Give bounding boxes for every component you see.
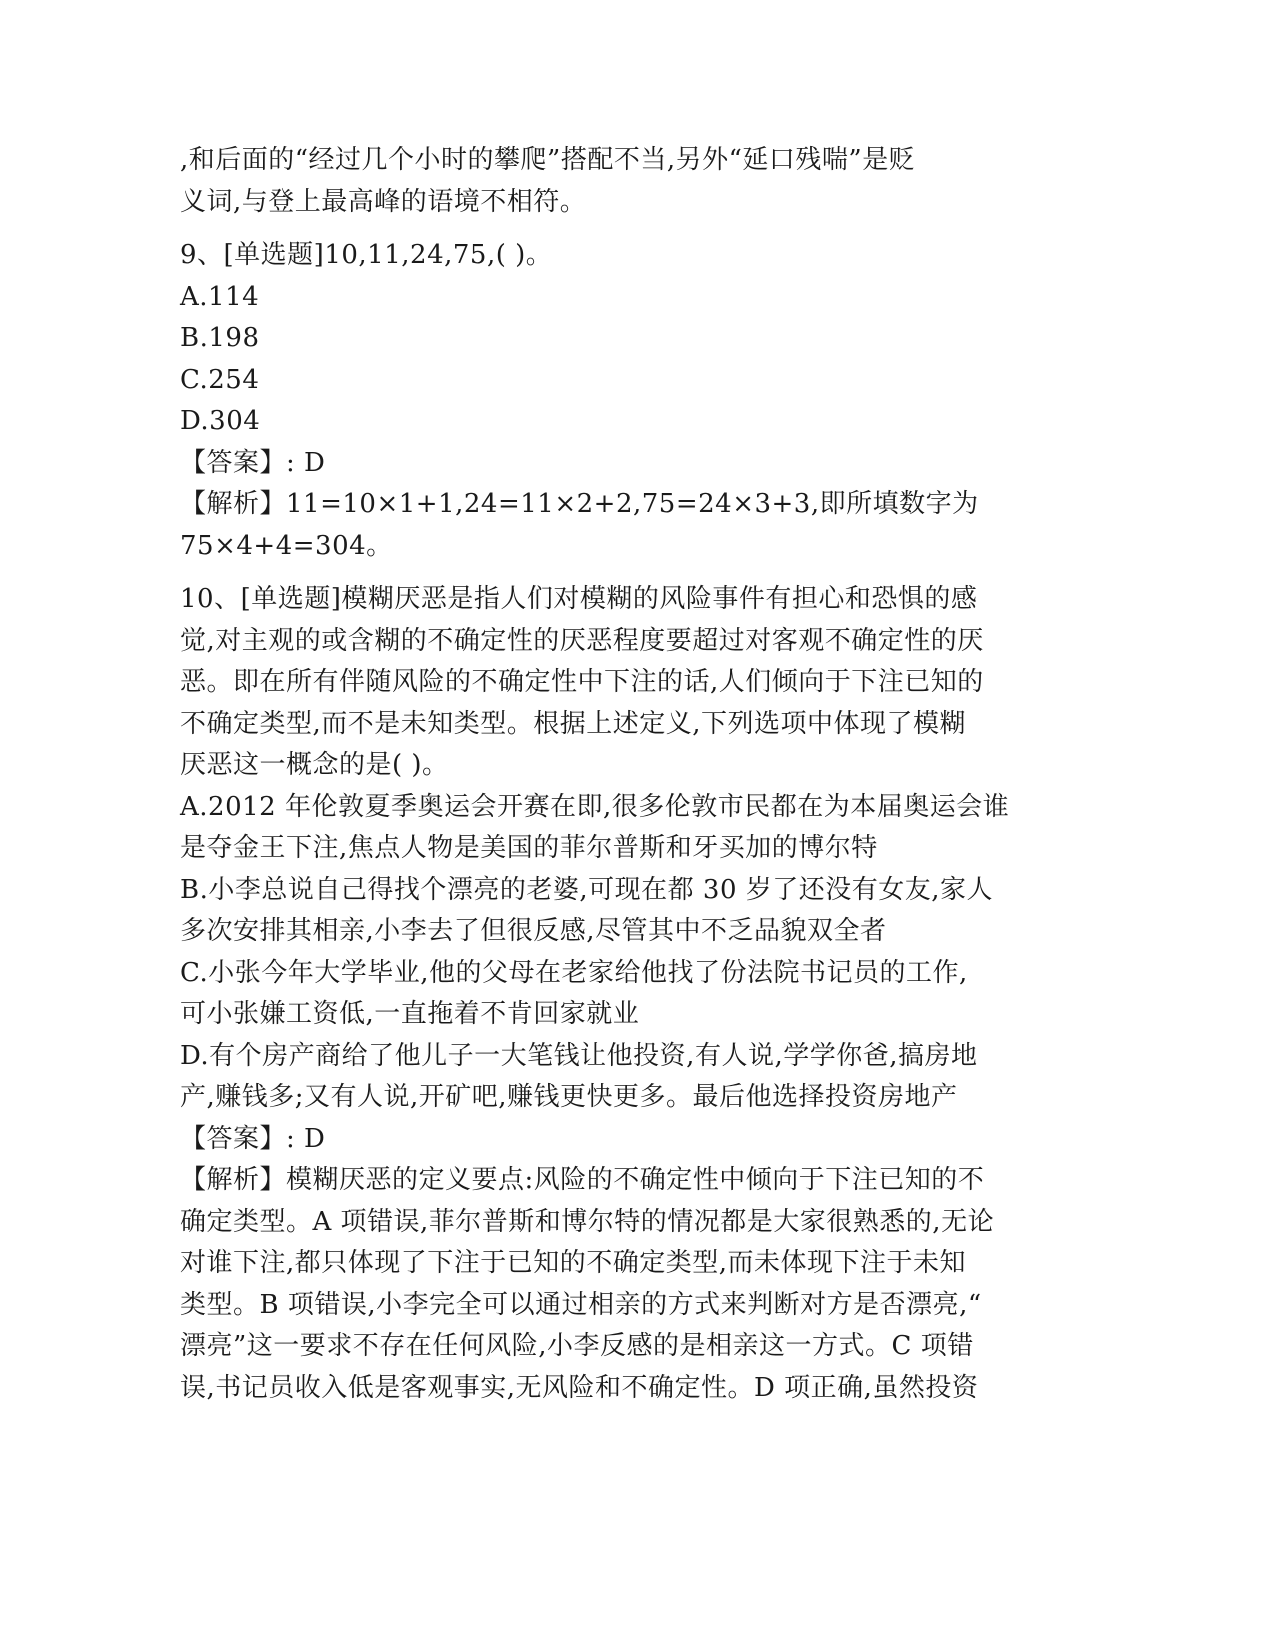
option-d: 产,赚钱多;又有人说,开矿吧,赚钱更快更多。最后他选择投资房地产 [180,1082,958,1112]
option-d: D.有个房产商给了他儿子一大笔钱让他投资,有人说,学学你爸,搞房地 [180,1040,978,1071]
option-a: A.2012 年伦敦夏季奥运会开赛在即,很多伦敦市民都在为本届奥运会谁 [180,791,1010,822]
answer: 【答案】: D [180,447,326,478]
question-10 [180,579,1040,1409]
analysis-line: 【解析】11=10×1+1,24=11×2+2,75=24×3+3,即所填数字为 [180,489,979,519]
question-9 [180,235,1040,567]
question-stem-line: 不确定类型,而不是未知类型。根据上述定义,下列选项中体现了模糊 [180,708,967,739]
option-d: D.304 [180,406,261,436]
option-b: B.小李总说自己得找个漂亮的老婆,可现在都 30 岁了还没有女友,家人 [180,874,994,905]
analysis-line: 确定类型。A 项错误,菲尔普斯和博尔特的情况都是大家很熟悉的,无论 [180,1206,995,1237]
text-line: ,和后面的“经过几个小时的攀爬”搭配不当,另外“延口残喘”是贬 [180,145,916,175]
question-stem-line: 10、[单选题]模糊厌恶是指人们对模糊的风险事件有担心和恐惧的感 [180,584,978,614]
question-stem-line: 厌恶这一概念的是( )。 [180,750,449,780]
option-b: 多次安排其相亲,小李去了但很反感,尽管其中不乏品貌双全者 [180,916,887,946]
analysis-line: 对谁下注,都只体现了下注于已知的不确定类型,而未体现下注于未知 [180,1248,967,1278]
analysis-line: 误,书记员收入低是客观事实,无风险和不确定性。D 项正确,虽然投资 [180,1372,979,1403]
question-stem-line: 觉,对主观的或含糊的不确定性的厌恶程度要超过对客观不确定性的厌 [180,625,984,656]
text-line: 义词,与登上最高峰的语境不相符。 [180,186,587,217]
answer: 【答案】: D [180,1123,326,1154]
option-c: C.254 [180,364,260,395]
option-a: 是夺金王下注,焦点人物是美国的菲尔普斯和牙买加的博尔特 [180,833,878,863]
analysis-line: 类型。B 项错误,小李完全可以通过相亲的方式来判断对方是否漂亮,“ [180,1289,982,1320]
option-a: A.114 [180,281,260,312]
analysis-line: 【解析】模糊厌恶的定义要点:风险的不确定性中倾向于下注已知的不 [180,1165,985,1195]
question-stem-line: 恶。即在所有伴随风险的不确定性中下注的话,人们倾向于下注已知的 [180,667,984,697]
document-page [180,140,1040,1409]
previous-analysis-continuation [180,140,1040,223]
analysis-line: 75×4+4=304。 [180,530,393,561]
option-b: B.198 [180,323,260,353]
option-c: 可小张嫌工资低,一直拖着不肯回家就业 [180,999,640,1029]
analysis-line: 漂亮”这一要求不存在任何风险,小李反感的是相亲这一方式。C 项错 [180,1331,974,1361]
question-stem: 9、[单选题]10,11,24,75,( )。 [180,240,553,270]
option-c: C.小张今年大学毕业,他的父母在老家给他找了份法院书记员的工作, [180,957,968,988]
